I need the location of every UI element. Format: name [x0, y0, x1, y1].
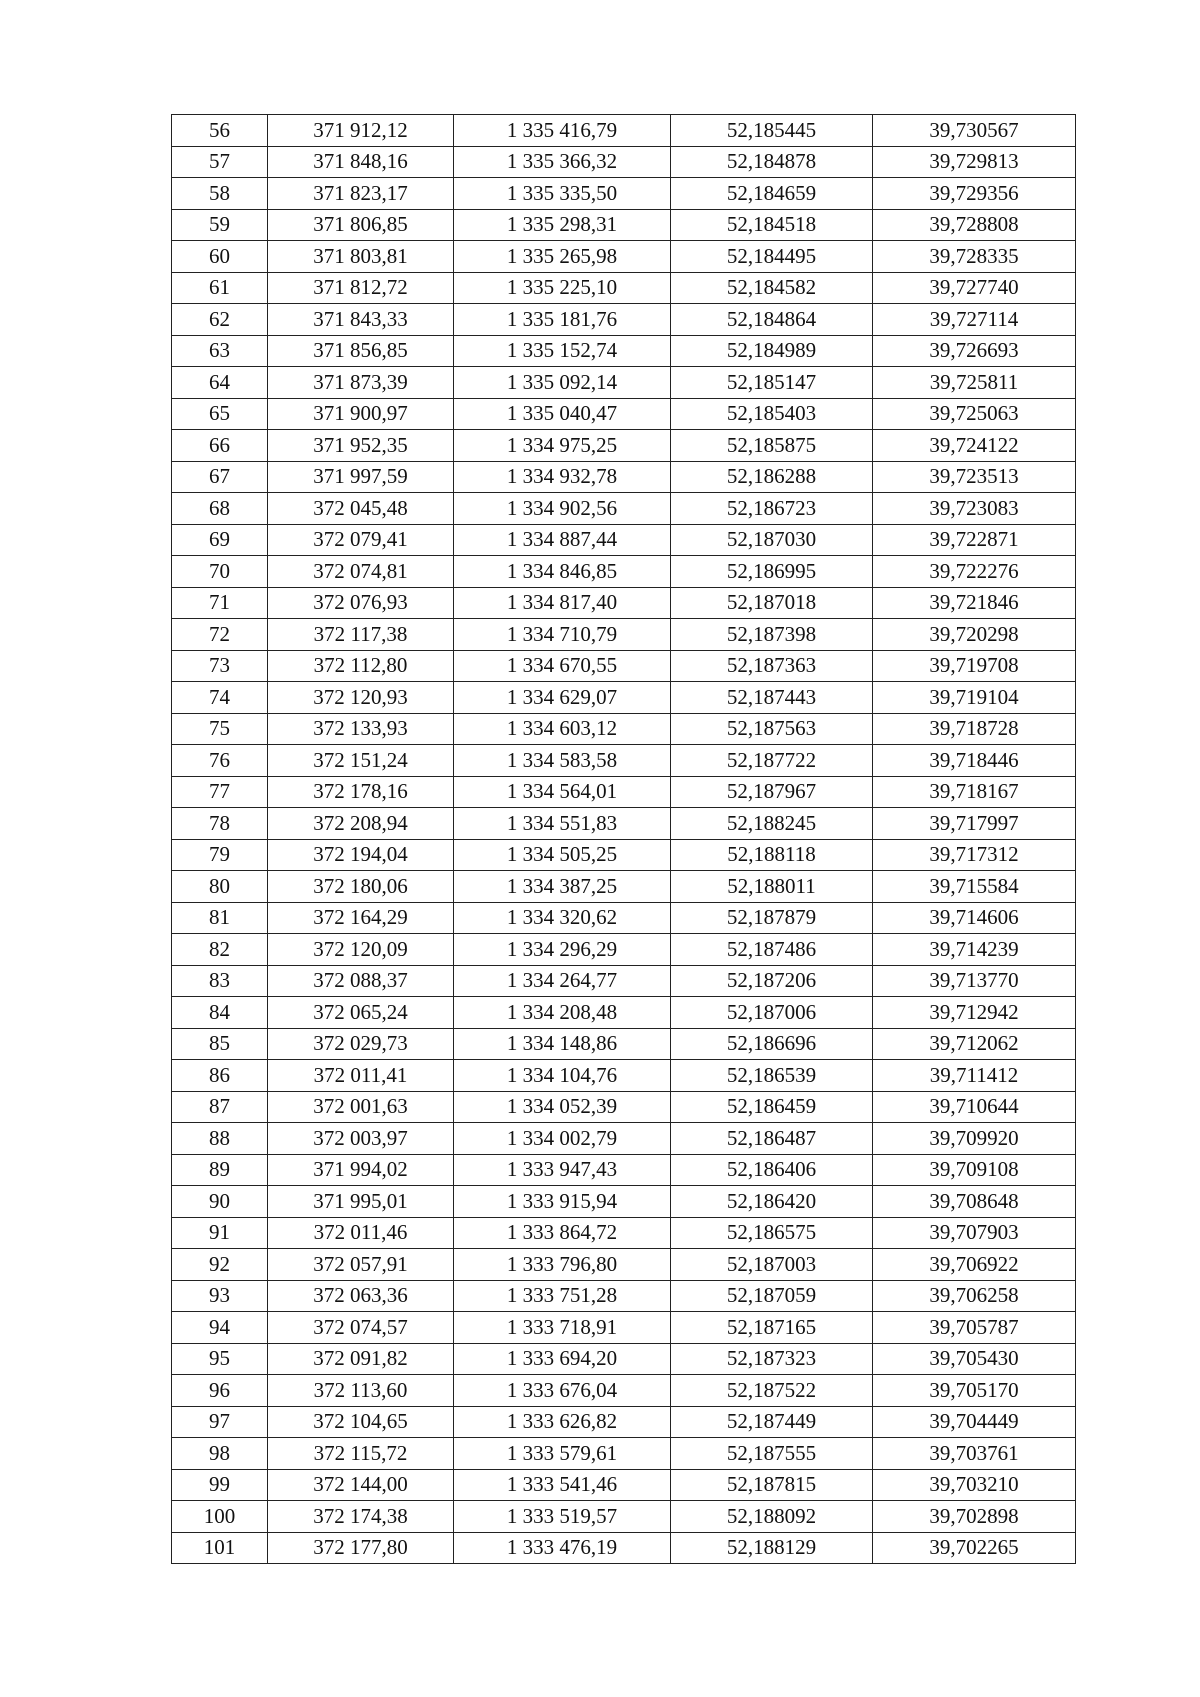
table-row	[172, 1123, 1076, 1155]
longitude-cell: 39,720298	[873, 619, 1076, 651]
latitude-cell: 52,187815	[671, 1469, 873, 1501]
longitude-cell: 39,722276	[873, 556, 1076, 588]
longitude-cell: 39,727114	[873, 304, 1076, 336]
y-coordinate-cell: 1 334 320,62	[454, 902, 671, 934]
point-number-cell: 88	[172, 1123, 268, 1155]
longitude-cell: 39,722871	[873, 524, 1076, 556]
table-row	[172, 1501, 1076, 1533]
longitude-cell: 39,706922	[873, 1249, 1076, 1281]
y-coordinate-cell: 1 335 092,14	[454, 367, 671, 399]
table-row	[172, 1438, 1076, 1470]
latitude-cell: 52,187967	[671, 776, 873, 808]
point-number-cell: 79	[172, 839, 268, 871]
point-number-cell: 93	[172, 1280, 268, 1312]
latitude-cell: 52,188245	[671, 808, 873, 840]
point-number-cell: 91	[172, 1217, 268, 1249]
longitude-cell: 39,726693	[873, 335, 1076, 367]
point-number-cell: 95	[172, 1343, 268, 1375]
latitude-cell: 52,186420	[671, 1186, 873, 1218]
longitude-cell: 39,709108	[873, 1154, 1076, 1186]
x-coordinate-cell: 372 057,91	[268, 1249, 454, 1281]
table-row	[172, 367, 1076, 399]
longitude-cell: 39,718446	[873, 745, 1076, 777]
x-coordinate-cell: 372 151,24	[268, 745, 454, 777]
table-row	[172, 934, 1076, 966]
x-coordinate-cell: 372 029,73	[268, 1028, 454, 1060]
x-coordinate-cell: 372 180,06	[268, 871, 454, 903]
longitude-cell: 39,709920	[873, 1123, 1076, 1155]
y-coordinate-cell: 1 335 335,50	[454, 178, 671, 210]
y-coordinate-cell: 1 334 975,25	[454, 430, 671, 462]
table-row	[172, 1312, 1076, 1344]
longitude-cell: 39,714239	[873, 934, 1076, 966]
longitude-cell: 39,723083	[873, 493, 1076, 525]
x-coordinate-cell: 372 091,82	[268, 1343, 454, 1375]
x-coordinate-cell: 372 194,04	[268, 839, 454, 871]
x-coordinate-cell: 372 115,72	[268, 1438, 454, 1470]
longitude-cell: 39,718167	[873, 776, 1076, 808]
longitude-cell: 39,702265	[873, 1532, 1076, 1564]
longitude-cell: 39,723513	[873, 461, 1076, 493]
latitude-cell: 52,187555	[671, 1438, 873, 1470]
table-row	[172, 619, 1076, 651]
latitude-cell: 52,185147	[671, 367, 873, 399]
latitude-cell: 52,187018	[671, 587, 873, 619]
x-coordinate-cell: 372 112,80	[268, 650, 454, 682]
point-number-cell: 86	[172, 1060, 268, 1092]
longitude-cell: 39,725811	[873, 367, 1076, 399]
point-number-cell: 57	[172, 146, 268, 178]
longitude-cell: 39,705787	[873, 1312, 1076, 1344]
table-row	[172, 1469, 1076, 1501]
x-coordinate-cell: 372 045,48	[268, 493, 454, 525]
table-row	[172, 556, 1076, 588]
y-coordinate-cell: 1 334 817,40	[454, 587, 671, 619]
longitude-cell: 39,725063	[873, 398, 1076, 430]
latitude-cell: 52,187165	[671, 1312, 873, 1344]
x-coordinate-cell: 371 900,97	[268, 398, 454, 430]
longitude-cell: 39,707903	[873, 1217, 1076, 1249]
longitude-cell: 39,706258	[873, 1280, 1076, 1312]
table-row	[172, 178, 1076, 210]
y-coordinate-cell: 1 334 710,79	[454, 619, 671, 651]
point-number-cell: 80	[172, 871, 268, 903]
longitude-cell: 39,704449	[873, 1406, 1076, 1438]
latitude-cell: 52,186406	[671, 1154, 873, 1186]
latitude-cell: 52,187398	[671, 619, 873, 651]
table-row	[172, 1375, 1076, 1407]
y-coordinate-cell: 1 335 265,98	[454, 241, 671, 273]
x-coordinate-cell: 372 063,36	[268, 1280, 454, 1312]
table-row	[172, 1186, 1076, 1218]
latitude-cell: 52,185403	[671, 398, 873, 430]
y-coordinate-cell: 1 333 718,91	[454, 1312, 671, 1344]
point-number-cell: 73	[172, 650, 268, 682]
table-row	[172, 335, 1076, 367]
point-number-cell: 63	[172, 335, 268, 367]
x-coordinate-cell: 371 823,17	[268, 178, 454, 210]
y-coordinate-cell: 1 333 796,80	[454, 1249, 671, 1281]
y-coordinate-cell: 1 333 864,72	[454, 1217, 671, 1249]
longitude-cell: 39,703761	[873, 1438, 1076, 1470]
table-row	[172, 682, 1076, 714]
latitude-cell: 52,187003	[671, 1249, 873, 1281]
table-row	[172, 902, 1076, 934]
latitude-cell: 52,185875	[671, 430, 873, 462]
y-coordinate-cell: 1 334 583,58	[454, 745, 671, 777]
latitude-cell: 52,187879	[671, 902, 873, 934]
table-row	[172, 146, 1076, 178]
y-coordinate-cell: 1 334 887,44	[454, 524, 671, 556]
y-coordinate-cell: 1 334 603,12	[454, 713, 671, 745]
table-row	[172, 461, 1076, 493]
latitude-cell: 52,187563	[671, 713, 873, 745]
point-number-cell: 75	[172, 713, 268, 745]
longitude-cell: 39,717312	[873, 839, 1076, 871]
x-coordinate-cell: 372 088,37	[268, 965, 454, 997]
table-row	[172, 1249, 1076, 1281]
latitude-cell: 52,188118	[671, 839, 873, 871]
latitude-cell: 52,187522	[671, 1375, 873, 1407]
table-row	[172, 776, 1076, 808]
longitude-cell: 39,714606	[873, 902, 1076, 934]
x-coordinate-cell: 372 003,97	[268, 1123, 454, 1155]
longitude-cell: 39,715584	[873, 871, 1076, 903]
y-coordinate-cell: 1 334 629,07	[454, 682, 671, 714]
x-coordinate-cell: 371 994,02	[268, 1154, 454, 1186]
x-coordinate-cell: 372 178,16	[268, 776, 454, 808]
table-row	[172, 430, 1076, 462]
point-number-cell: 92	[172, 1249, 268, 1281]
latitude-cell: 52,187486	[671, 934, 873, 966]
point-number-cell: 81	[172, 902, 268, 934]
point-number-cell: 84	[172, 997, 268, 1029]
latitude-cell: 52,186696	[671, 1028, 873, 1060]
y-coordinate-cell: 1 334 296,29	[454, 934, 671, 966]
y-coordinate-cell: 1 333 519,57	[454, 1501, 671, 1533]
y-coordinate-cell: 1 333 676,04	[454, 1375, 671, 1407]
latitude-cell: 52,187443	[671, 682, 873, 714]
x-coordinate-cell: 371 912,12	[268, 115, 454, 147]
y-coordinate-cell: 1 335 181,76	[454, 304, 671, 336]
y-coordinate-cell: 1 334 104,76	[454, 1060, 671, 1092]
x-coordinate-cell: 372 104,65	[268, 1406, 454, 1438]
point-number-cell: 78	[172, 808, 268, 840]
point-number-cell: 98	[172, 1438, 268, 1470]
y-coordinate-cell: 1 334 551,83	[454, 808, 671, 840]
point-number-cell: 100	[172, 1501, 268, 1533]
x-coordinate-cell: 372 011,41	[268, 1060, 454, 1092]
longitude-cell: 39,708648	[873, 1186, 1076, 1218]
latitude-cell: 52,186575	[671, 1217, 873, 1249]
point-number-cell: 68	[172, 493, 268, 525]
table-row	[172, 1091, 1076, 1123]
latitude-cell: 52,186995	[671, 556, 873, 588]
longitude-cell: 39,729813	[873, 146, 1076, 178]
longitude-cell: 39,717997	[873, 808, 1076, 840]
x-coordinate-cell: 371 806,85	[268, 209, 454, 241]
y-coordinate-cell: 1 333 541,46	[454, 1469, 671, 1501]
longitude-cell: 39,730567	[873, 115, 1076, 147]
y-coordinate-cell: 1 334 902,56	[454, 493, 671, 525]
y-coordinate-cell: 1 334 387,25	[454, 871, 671, 903]
table-row	[172, 1280, 1076, 1312]
latitude-cell: 52,187449	[671, 1406, 873, 1438]
table-row	[172, 209, 1076, 241]
y-coordinate-cell: 1 334 148,86	[454, 1028, 671, 1060]
table-row	[172, 587, 1076, 619]
longitude-cell: 39,719104	[873, 682, 1076, 714]
longitude-cell: 39,705430	[873, 1343, 1076, 1375]
point-number-cell: 87	[172, 1091, 268, 1123]
longitude-cell: 39,727740	[873, 272, 1076, 304]
latitude-cell: 52,186487	[671, 1123, 873, 1155]
y-coordinate-cell: 1 333 694,20	[454, 1343, 671, 1375]
table-row	[172, 1217, 1076, 1249]
longitude-cell: 39,712062	[873, 1028, 1076, 1060]
y-coordinate-cell: 1 334 052,39	[454, 1091, 671, 1123]
point-number-cell: 99	[172, 1469, 268, 1501]
x-coordinate-cell: 372 065,24	[268, 997, 454, 1029]
latitude-cell: 52,184659	[671, 178, 873, 210]
table-row	[172, 115, 1076, 147]
x-coordinate-cell: 371 995,01	[268, 1186, 454, 1218]
latitude-cell: 52,187323	[671, 1343, 873, 1375]
point-number-cell: 66	[172, 430, 268, 462]
x-coordinate-cell: 372 001,63	[268, 1091, 454, 1123]
table-row	[172, 965, 1076, 997]
x-coordinate-cell: 372 133,93	[268, 713, 454, 745]
longitude-cell: 39,711412	[873, 1060, 1076, 1092]
x-coordinate-cell: 372 208,94	[268, 808, 454, 840]
point-number-cell: 61	[172, 272, 268, 304]
latitude-cell: 52,186539	[671, 1060, 873, 1092]
y-coordinate-cell: 1 333 626,82	[454, 1406, 671, 1438]
latitude-cell: 52,188092	[671, 1501, 873, 1533]
table-row	[172, 839, 1076, 871]
latitude-cell: 52,184495	[671, 241, 873, 273]
latitude-cell: 52,187363	[671, 650, 873, 682]
x-coordinate-cell: 371 848,16	[268, 146, 454, 178]
point-number-cell: 82	[172, 934, 268, 966]
x-coordinate-cell: 372 113,60	[268, 1375, 454, 1407]
longitude-cell: 39,728808	[873, 209, 1076, 241]
longitude-cell: 39,729356	[873, 178, 1076, 210]
y-coordinate-cell: 1 334 846,85	[454, 556, 671, 588]
latitude-cell: 52,184582	[671, 272, 873, 304]
x-coordinate-cell: 372 164,29	[268, 902, 454, 934]
latitude-cell: 52,187059	[671, 1280, 873, 1312]
point-number-cell: 56	[172, 115, 268, 147]
x-coordinate-cell: 372 120,93	[268, 682, 454, 714]
table-row	[172, 524, 1076, 556]
y-coordinate-cell: 1 333 751,28	[454, 1280, 671, 1312]
table-row	[172, 1154, 1076, 1186]
point-number-cell: 97	[172, 1406, 268, 1438]
x-coordinate-cell: 371 843,33	[268, 304, 454, 336]
y-coordinate-cell: 1 334 264,77	[454, 965, 671, 997]
latitude-cell: 52,188011	[671, 871, 873, 903]
y-coordinate-cell: 1 335 040,47	[454, 398, 671, 430]
longitude-cell: 39,705170	[873, 1375, 1076, 1407]
point-number-cell: 74	[172, 682, 268, 714]
y-coordinate-cell: 1 335 298,31	[454, 209, 671, 241]
point-number-cell: 58	[172, 178, 268, 210]
table-row	[172, 1060, 1076, 1092]
y-coordinate-cell: 1 335 366,32	[454, 146, 671, 178]
longitude-cell: 39,728335	[873, 241, 1076, 273]
coordinates-table	[171, 114, 1076, 1564]
table-row	[172, 304, 1076, 336]
point-number-cell: 67	[172, 461, 268, 493]
table-row	[172, 808, 1076, 840]
point-number-cell: 101	[172, 1532, 268, 1564]
x-coordinate-cell: 371 952,35	[268, 430, 454, 462]
latitude-cell: 52,187006	[671, 997, 873, 1029]
point-number-cell: 60	[172, 241, 268, 273]
longitude-cell: 39,719708	[873, 650, 1076, 682]
x-coordinate-cell: 371 873,39	[268, 367, 454, 399]
x-coordinate-cell: 371 997,59	[268, 461, 454, 493]
point-number-cell: 96	[172, 1375, 268, 1407]
point-number-cell: 90	[172, 1186, 268, 1218]
point-number-cell: 62	[172, 304, 268, 336]
point-number-cell: 70	[172, 556, 268, 588]
latitude-cell: 52,187206	[671, 965, 873, 997]
point-number-cell: 71	[172, 587, 268, 619]
latitude-cell: 52,185445	[671, 115, 873, 147]
y-coordinate-cell: 1 334 932,78	[454, 461, 671, 493]
point-number-cell: 76	[172, 745, 268, 777]
x-coordinate-cell: 372 011,46	[268, 1217, 454, 1249]
y-coordinate-cell: 1 335 152,74	[454, 335, 671, 367]
latitude-cell: 52,186459	[671, 1091, 873, 1123]
y-coordinate-cell: 1 334 564,01	[454, 776, 671, 808]
y-coordinate-cell: 1 333 915,94	[454, 1186, 671, 1218]
point-number-cell: 65	[172, 398, 268, 430]
y-coordinate-cell: 1 335 416,79	[454, 115, 671, 147]
longitude-cell: 39,721846	[873, 587, 1076, 619]
y-coordinate-cell: 1 333 947,43	[454, 1154, 671, 1186]
table-row	[172, 871, 1076, 903]
point-number-cell: 77	[172, 776, 268, 808]
table-row	[172, 493, 1076, 525]
point-number-cell: 69	[172, 524, 268, 556]
point-number-cell: 72	[172, 619, 268, 651]
latitude-cell: 52,186723	[671, 493, 873, 525]
point-number-cell: 89	[172, 1154, 268, 1186]
latitude-cell: 52,184518	[671, 209, 873, 241]
y-coordinate-cell: 1 334 670,55	[454, 650, 671, 682]
latitude-cell: 52,184864	[671, 304, 873, 336]
longitude-cell: 39,703210	[873, 1469, 1076, 1501]
x-coordinate-cell: 372 074,81	[268, 556, 454, 588]
point-number-cell: 64	[172, 367, 268, 399]
x-coordinate-cell: 371 803,81	[268, 241, 454, 273]
longitude-cell: 39,713770	[873, 965, 1076, 997]
table-row	[172, 398, 1076, 430]
table-row	[172, 1028, 1076, 1060]
table-row	[172, 272, 1076, 304]
x-coordinate-cell: 371 812,72	[268, 272, 454, 304]
latitude-cell: 52,186288	[671, 461, 873, 493]
latitude-cell: 52,187030	[671, 524, 873, 556]
point-number-cell: 94	[172, 1312, 268, 1344]
latitude-cell: 52,184878	[671, 146, 873, 178]
x-coordinate-cell: 372 177,80	[268, 1532, 454, 1564]
longitude-cell: 39,710644	[873, 1091, 1076, 1123]
coordinates-table-body	[172, 115, 1076, 1564]
point-number-cell: 83	[172, 965, 268, 997]
latitude-cell: 52,184989	[671, 335, 873, 367]
latitude-cell: 52,187722	[671, 745, 873, 777]
y-coordinate-cell: 1 333 579,61	[454, 1438, 671, 1470]
y-coordinate-cell: 1 335 225,10	[454, 272, 671, 304]
table-row	[172, 997, 1076, 1029]
y-coordinate-cell: 1 334 208,48	[454, 997, 671, 1029]
x-coordinate-cell: 371 856,85	[268, 335, 454, 367]
x-coordinate-cell: 372 079,41	[268, 524, 454, 556]
table-row	[172, 745, 1076, 777]
x-coordinate-cell: 372 120,09	[268, 934, 454, 966]
x-coordinate-cell: 372 174,38	[268, 1501, 454, 1533]
table-row	[172, 1343, 1076, 1375]
latitude-cell: 52,188129	[671, 1532, 873, 1564]
point-number-cell: 59	[172, 209, 268, 241]
y-coordinate-cell: 1 334 505,25	[454, 839, 671, 871]
longitude-cell: 39,718728	[873, 713, 1076, 745]
table-row	[172, 1406, 1076, 1438]
x-coordinate-cell: 372 117,38	[268, 619, 454, 651]
x-coordinate-cell: 372 074,57	[268, 1312, 454, 1344]
x-coordinate-cell: 372 144,00	[268, 1469, 454, 1501]
table-row	[172, 713, 1076, 745]
longitude-cell: 39,712942	[873, 997, 1076, 1029]
table-row	[172, 241, 1076, 273]
longitude-cell: 39,724122	[873, 430, 1076, 462]
x-coordinate-cell: 372 076,93	[268, 587, 454, 619]
y-coordinate-cell: 1 334 002,79	[454, 1123, 671, 1155]
point-number-cell: 85	[172, 1028, 268, 1060]
longitude-cell: 39,702898	[873, 1501, 1076, 1533]
table-row	[172, 650, 1076, 682]
y-coordinate-cell: 1 333 476,19	[454, 1532, 671, 1564]
table-row	[172, 1532, 1076, 1564]
